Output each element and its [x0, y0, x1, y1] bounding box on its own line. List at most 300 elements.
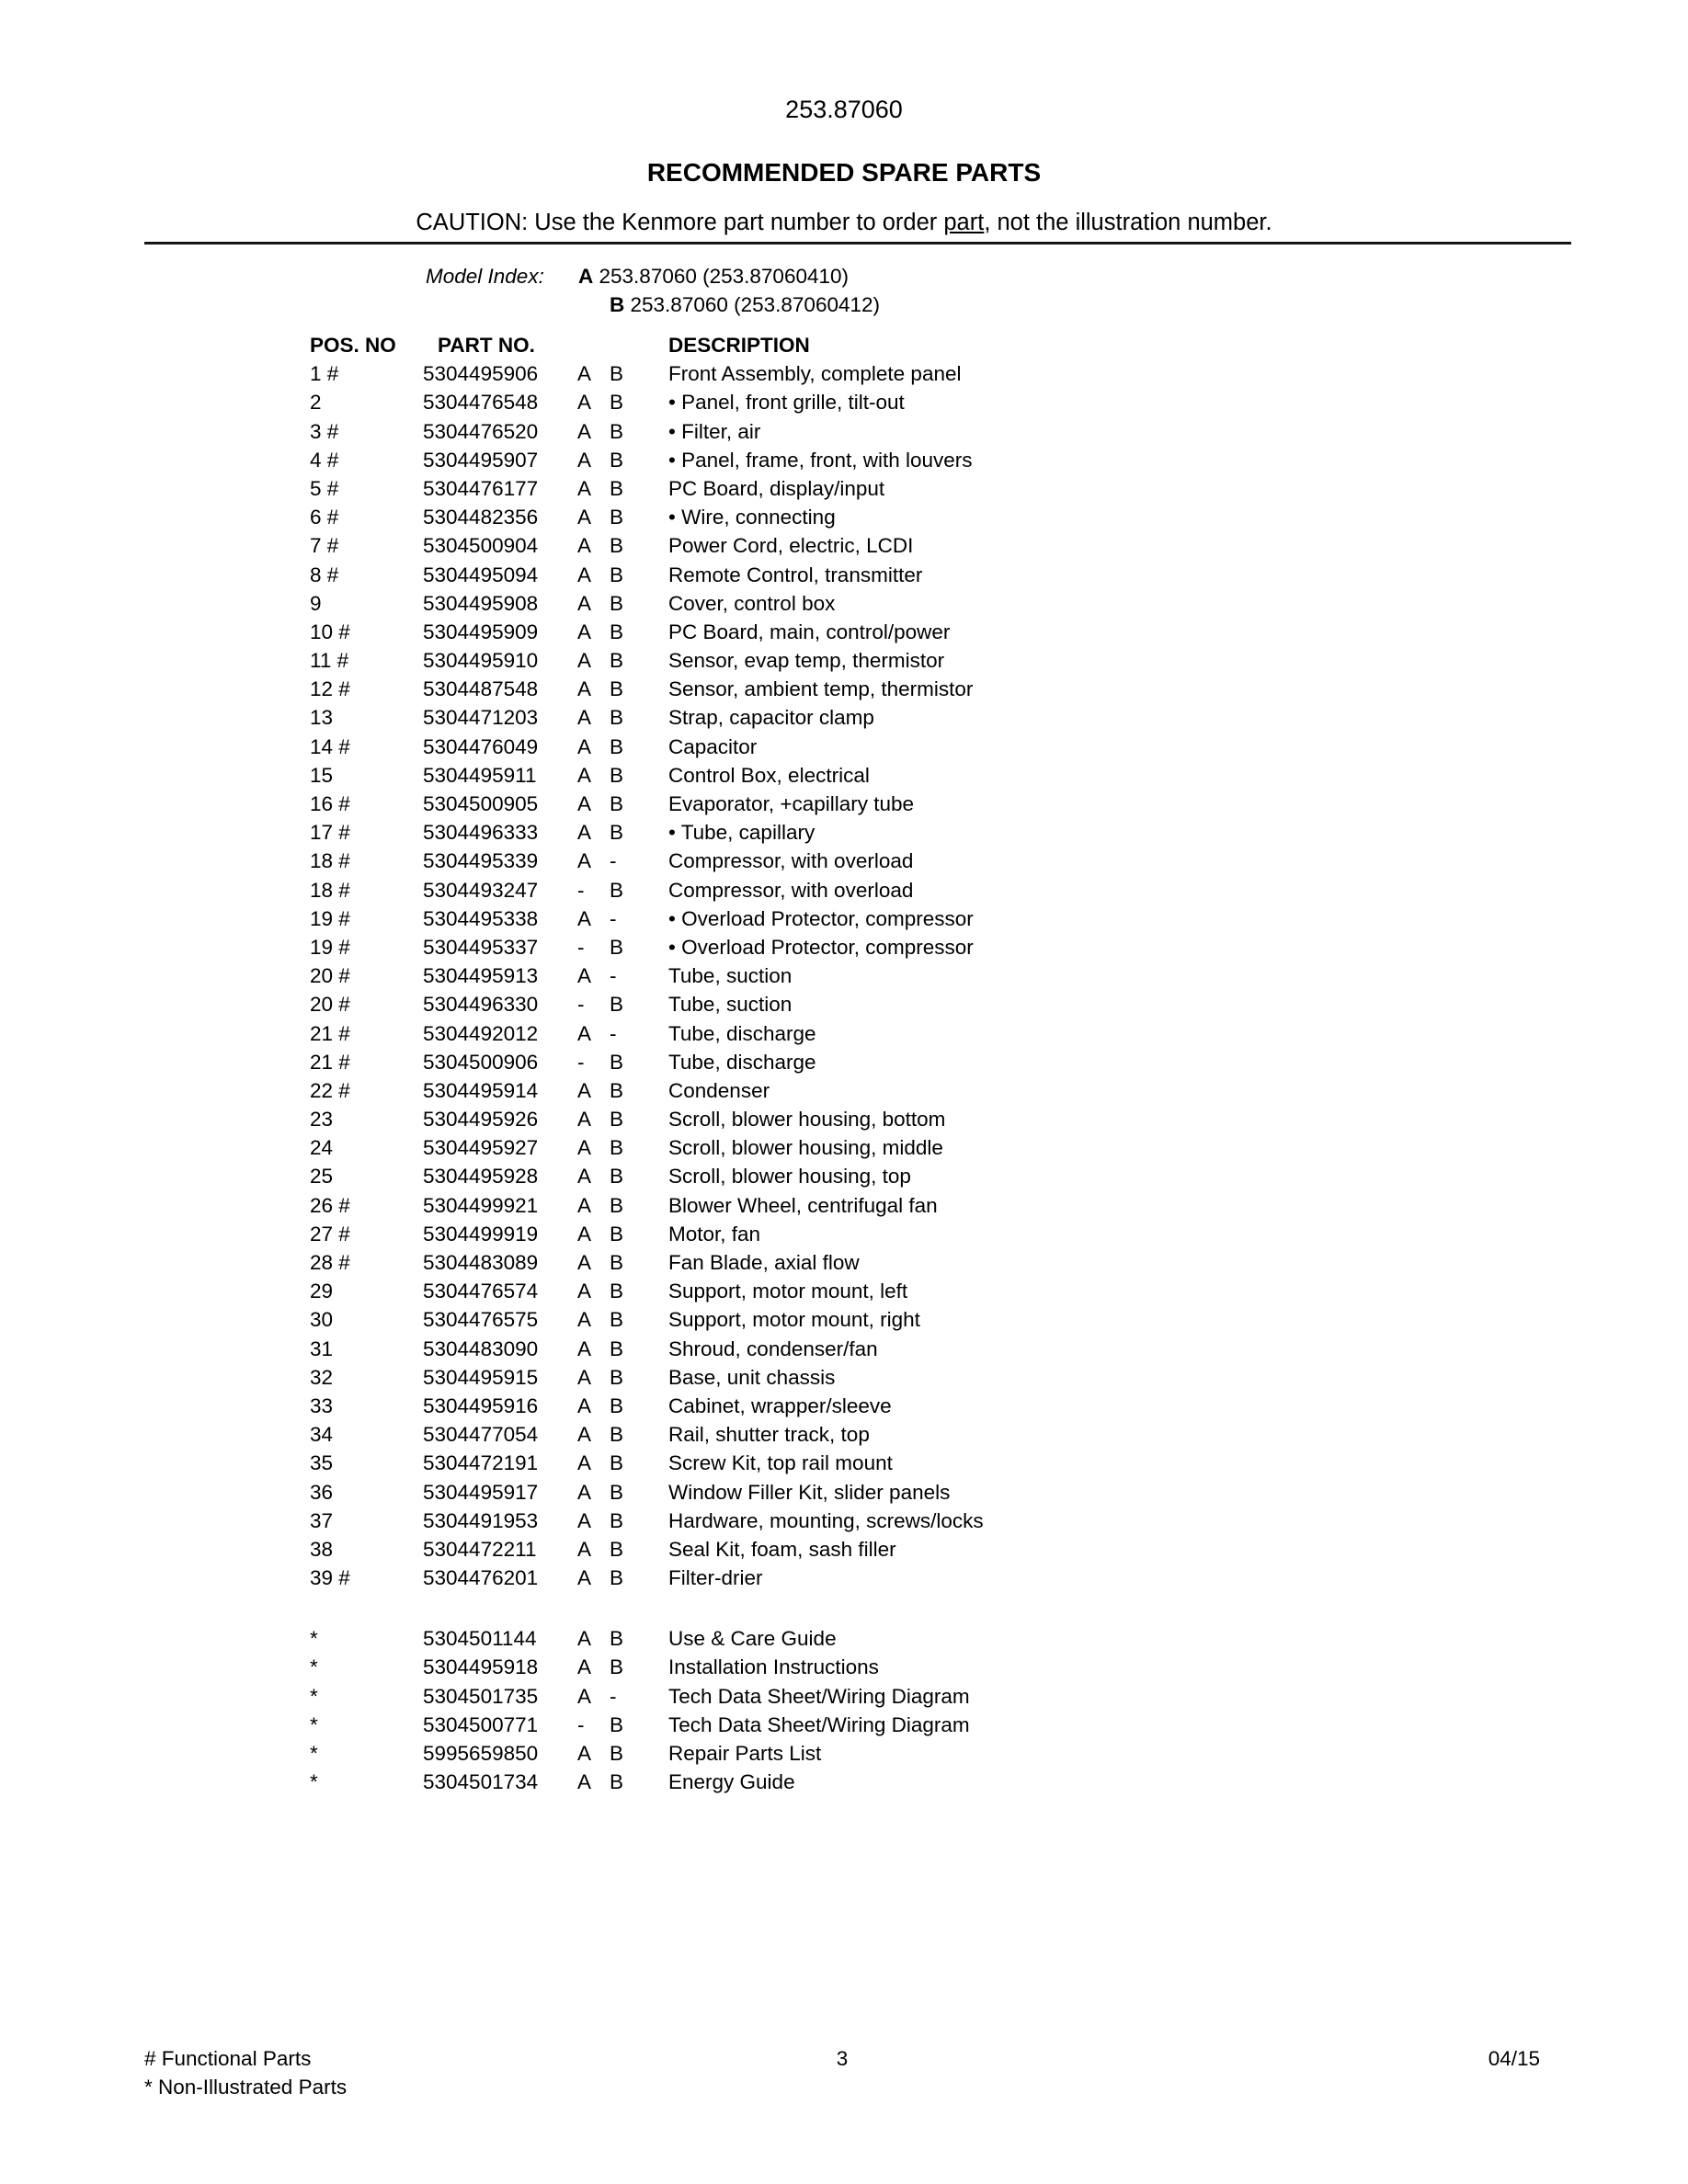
row-pos: 21 #	[310, 1050, 350, 1074]
row-pos: 31	[310, 1337, 334, 1360]
row-pos: 29	[310, 1280, 334, 1303]
row-part-number: 5304482356	[423, 506, 539, 529]
row-model-b: B	[610, 1108, 624, 1132]
row-model-b: B	[610, 419, 624, 443]
row-model-b: B	[610, 620, 624, 643]
row-model-b: B	[610, 563, 624, 586]
row-model-a: A	[577, 792, 592, 815]
model-index-model: 253.87060 (253.87060412)	[630, 293, 881, 317]
parts-table-rows	[310, 359, 1505, 1796]
row-pos: 18 #	[310, 878, 350, 902]
table-row	[310, 618, 1505, 646]
page-number: 3	[836, 2047, 849, 2070]
row-pos: 5 #	[310, 476, 339, 500]
row-description: Tech Data Sheet/Wiring Diagram	[668, 1712, 970, 1736]
table-row	[310, 961, 1505, 990]
model-index-entry	[610, 290, 880, 319]
row-part-number: 5304496330	[423, 993, 539, 1017]
row-model-a: -	[577, 1712, 585, 1736]
row-pos: 35	[310, 1451, 334, 1475]
row-part-number: 5304495908	[423, 591, 539, 615]
table-row	[310, 561, 1505, 589]
row-part-number: 5304495906	[423, 362, 539, 386]
row-model-a: A	[577, 1655, 592, 1679]
model-index-letter: B	[610, 293, 625, 317]
row-model-b: B	[610, 1393, 624, 1417]
row-description: Compressor, with overload	[668, 849, 914, 873]
table-row	[310, 1768, 1505, 1796]
footer-notes	[144, 2044, 347, 2101]
row-model-b: B	[610, 1050, 624, 1074]
row-pos: 27 #	[310, 1222, 350, 1246]
table-row	[310, 503, 1505, 531]
row-model-b: B	[610, 1136, 624, 1160]
row-description: Fan Blade, axial flow	[668, 1251, 860, 1274]
column-header-pos-no: POS. NO	[310, 334, 396, 357]
row-description: Tube, discharge	[668, 1021, 816, 1045]
row-description: • Panel, front grille, tilt-out	[668, 391, 905, 415]
row-description: Shroud, condenser/fan	[668, 1337, 878, 1360]
table-row	[310, 417, 1505, 446]
row-model-b: B	[610, 1365, 624, 1389]
row-model-b: -	[610, 964, 617, 988]
row-part-number: 5995659850	[423, 1742, 539, 1765]
row-model-a: A	[577, 906, 592, 930]
row-model-b: B	[610, 1742, 624, 1765]
row-pos: 32	[310, 1365, 334, 1389]
row-model-a: A	[577, 1684, 592, 1708]
row-model-a: -	[577, 878, 585, 902]
table-row	[310, 1624, 1505, 1653]
row-pos: 38	[310, 1537, 334, 1561]
row-model-b: B	[610, 677, 624, 701]
table-row	[310, 675, 1505, 703]
row-model-b: B	[610, 534, 624, 558]
row-model-b: B	[610, 1537, 624, 1561]
row-model-b: B	[610, 1165, 624, 1189]
row-part-number: 5304483090	[423, 1337, 539, 1360]
row-pos: 12 #	[310, 677, 350, 701]
row-model-b: B	[610, 1280, 624, 1303]
row-model-a: -	[577, 1050, 585, 1074]
table-row	[310, 1711, 1505, 1739]
caution-line	[0, 209, 1688, 237]
row-part-number: 5304476548	[423, 391, 539, 415]
row-part-number: 5304500905	[423, 792, 539, 815]
row-description: Use & Care Guide	[668, 1627, 837, 1651]
row-model-a: A	[577, 734, 592, 758]
row-model-b: B	[610, 706, 624, 730]
row-model-b: B	[610, 763, 624, 787]
revision-date: 04/15	[1488, 2047, 1540, 2070]
table-row	[310, 1507, 1505, 1535]
row-part-number: 5304495917	[423, 1480, 539, 1504]
table-row	[310, 359, 1505, 388]
model-index-entries	[578, 262, 880, 319]
row-description: Energy Guide	[668, 1770, 795, 1794]
caution-prefix: CAUTION: Use the Kenmore part number to order	[416, 210, 944, 235]
table-row	[310, 1105, 1505, 1133]
row-model-a: A	[577, 419, 592, 443]
row-description: Control Box, electrical	[668, 763, 870, 787]
row-pos: 7 #	[310, 534, 339, 558]
row-model-a: A	[577, 1193, 592, 1217]
table-row	[310, 933, 1505, 961]
row-model-a: A	[577, 1423, 592, 1447]
parts-table	[310, 331, 1505, 1796]
table-header-row	[310, 331, 1505, 359]
table-row	[310, 388, 1505, 416]
table-row	[310, 474, 1505, 503]
row-part-number: 5304501735	[423, 1684, 539, 1708]
row-part-number: 5304476201	[423, 1566, 539, 1590]
row-part-number: 5304495094	[423, 563, 539, 586]
row-description: Tube, suction	[668, 993, 793, 1017]
row-pos: 34	[310, 1423, 334, 1447]
row-pos: *	[310, 1627, 318, 1651]
row-model-b: B	[610, 1627, 624, 1651]
row-part-number: 5304476177	[423, 476, 539, 500]
row-description: Installation Instructions	[668, 1655, 879, 1679]
table-row	[310, 1653, 1505, 1681]
row-part-number: 5304495911	[423, 763, 537, 787]
row-description: Front Assembly, complete panel	[668, 362, 962, 386]
row-pos: 13	[310, 706, 334, 730]
row-model-a: A	[577, 391, 592, 415]
row-description: • Overload Protector, compressor	[668, 906, 974, 930]
row-model-a: A	[577, 649, 592, 673]
table-row	[310, 1248, 1505, 1277]
row-model-b: B	[610, 1566, 624, 1590]
row-pos: 17 #	[310, 821, 350, 845]
row-part-number: 5304495913	[423, 964, 539, 988]
table-row	[310, 818, 1505, 847]
model-index-label: Model Index:	[426, 265, 544, 288]
row-part-number: 5304495909	[423, 620, 539, 643]
row-description: Scroll, blower housing, bottom	[668, 1108, 946, 1132]
row-part-number: 5304476575	[423, 1308, 539, 1332]
row-part-number: 5304476574	[423, 1280, 539, 1303]
table-row	[310, 531, 1505, 560]
model-index-entry	[578, 262, 880, 290]
table-row	[310, 1392, 1505, 1420]
row-model-a: A	[577, 1480, 592, 1504]
table-row	[310, 446, 1505, 474]
table-row	[310, 646, 1505, 675]
row-pos: *	[310, 1655, 318, 1679]
row-model-a: A	[577, 1393, 592, 1417]
table-section-gap	[310, 1592, 1505, 1624]
row-description: Seal Kit, foam, sash filler	[668, 1537, 896, 1561]
row-pos: 26 #	[310, 1193, 350, 1217]
row-part-number: 5304472211	[423, 1537, 537, 1561]
row-model-a: A	[577, 1251, 592, 1274]
row-part-number: 5304487548	[423, 677, 539, 701]
row-description: Base, unit chassis	[668, 1365, 836, 1389]
row-pos: 36	[310, 1480, 334, 1504]
table-row	[310, 1019, 1505, 1048]
row-model-b: B	[610, 993, 624, 1017]
row-model-b: B	[610, 1423, 624, 1447]
row-model-b: -	[610, 906, 617, 930]
row-part-number: 5304495918	[423, 1655, 539, 1679]
row-model-b: B	[610, 935, 624, 959]
row-model-a: A	[577, 1108, 592, 1132]
row-description: Motor, fan	[668, 1222, 761, 1246]
row-description: Hardware, mounting, screws/locks	[668, 1508, 984, 1532]
row-description: Tech Data Sheet/Wiring Diagram	[668, 1684, 970, 1708]
table-row	[310, 733, 1505, 761]
row-part-number: 5304495928	[423, 1165, 539, 1189]
row-model-b: B	[610, 1770, 624, 1794]
column-header-part-no: PART NO.	[438, 334, 535, 357]
row-pos: 22 #	[310, 1078, 350, 1102]
row-description: Tube, discharge	[668, 1050, 816, 1074]
row-description: Cabinet, wrapper/sleeve	[668, 1393, 892, 1417]
row-model-b: B	[610, 649, 624, 673]
row-model-a: A	[577, 677, 592, 701]
table-row	[310, 1220, 1505, 1248]
row-part-number: 5304500906	[423, 1050, 539, 1074]
row-pos: 16 #	[310, 792, 350, 815]
row-description: • Tube, capillary	[668, 821, 815, 845]
row-pos: *	[310, 1770, 318, 1794]
row-model-a: A	[577, 1742, 592, 1765]
caution-suffix: , not the illustration number.	[984, 210, 1272, 235]
row-model-b: B	[610, 1712, 624, 1736]
row-part-number: 5304495914	[423, 1078, 539, 1102]
row-model-b: B	[610, 821, 624, 845]
row-pos: 4 #	[310, 448, 339, 472]
row-model-b: B	[610, 1193, 624, 1217]
row-part-number: 5304500771	[423, 1712, 539, 1736]
row-description: • Overload Protector, compressor	[668, 935, 974, 959]
row-model-b: -	[610, 1684, 617, 1708]
row-pos: 18 #	[310, 849, 350, 873]
row-description: Scroll, blower housing, middle	[668, 1136, 943, 1160]
row-description: Tube, suction	[668, 964, 793, 988]
row-part-number: 5304499919	[423, 1222, 539, 1246]
row-description: Condenser	[668, 1078, 770, 1102]
row-description: Rail, shutter track, top	[668, 1423, 870, 1447]
row-model-b: B	[610, 448, 624, 472]
row-part-number: 5304492012	[423, 1021, 539, 1045]
row-model-a: A	[577, 1280, 592, 1303]
row-part-number: 5304501144	[423, 1627, 537, 1651]
row-model-b: B	[610, 792, 624, 815]
row-pos: 30	[310, 1308, 334, 1332]
table-row	[310, 1048, 1505, 1076]
model-index-model: 253.87060 (253.87060410)	[599, 265, 850, 288]
row-pos: *	[310, 1684, 318, 1708]
row-part-number: 5304500904	[423, 534, 539, 558]
non-illustrated-parts-note: * Non-Illustrated Parts	[144, 2076, 348, 2099]
row-model-a: A	[577, 1770, 592, 1794]
row-pos: 19 #	[310, 935, 350, 959]
row-description: Support, motor mount, right	[668, 1308, 920, 1332]
column-header-model-a	[577, 331, 610, 359]
row-pos: 15	[310, 763, 334, 787]
row-description: Blower Wheel, centrifugal fan	[668, 1193, 938, 1217]
row-description: Evaporator, +capillary tube	[668, 792, 915, 815]
row-part-number: 5304495337	[423, 935, 539, 959]
row-model-b: -	[610, 849, 617, 873]
row-pos: 10 #	[310, 620, 350, 643]
row-model-b: B	[610, 362, 624, 386]
row-model-a: A	[577, 821, 592, 845]
row-part-number: 5304477054	[423, 1423, 539, 1447]
row-model-a: A	[577, 506, 592, 529]
row-part-number: 5304495907	[423, 448, 539, 472]
row-model-b: B	[610, 1251, 624, 1274]
row-description: Screw Kit, top rail mount	[668, 1451, 893, 1475]
row-pos: 23	[310, 1108, 334, 1132]
row-part-number: 5304499921	[423, 1193, 539, 1217]
row-description: Repair Parts List	[668, 1742, 822, 1765]
row-description: PC Board, display/input	[668, 476, 885, 500]
table-row	[310, 1335, 1505, 1363]
row-model-b: B	[610, 1337, 624, 1360]
row-part-number: 5304471203	[423, 706, 539, 730]
row-model-b: B	[610, 506, 624, 529]
row-model-b: B	[610, 1480, 624, 1504]
row-pos: 9	[310, 591, 322, 615]
table-row	[310, 1277, 1505, 1305]
row-description: Filter-drier	[668, 1566, 763, 1590]
row-part-number: 5304496333	[423, 821, 539, 845]
row-model-a: A	[577, 964, 592, 988]
row-model-b: B	[610, 734, 624, 758]
row-model-a: A	[577, 620, 592, 643]
row-description: Sensor, evap temp, thermistor	[668, 649, 945, 673]
row-pos: 6 #	[310, 506, 339, 529]
model-index-letter: A	[578, 265, 594, 288]
row-description: • Panel, frame, front, with louvers	[668, 448, 973, 472]
table-row	[310, 1076, 1505, 1105]
row-model-b: B	[610, 1308, 624, 1332]
row-part-number: 5304476049	[423, 734, 539, 758]
row-pos: 1 #	[310, 362, 339, 386]
row-part-number: 5304483089	[423, 1251, 539, 1274]
table-row	[310, 1564, 1505, 1592]
table-row	[310, 1739, 1505, 1768]
row-model-a: A	[577, 1537, 592, 1561]
row-pos: 20 #	[310, 993, 350, 1017]
row-description: Cover, control box	[668, 591, 836, 615]
column-header-description: DESCRIPTION	[668, 334, 810, 357]
table-row	[310, 904, 1505, 933]
row-description: Support, motor mount, left	[668, 1280, 908, 1303]
row-description: Power Cord, electric, LCDI	[668, 534, 914, 558]
row-model-a: A	[577, 1078, 592, 1102]
table-row	[310, 1305, 1505, 1334]
row-model-a: A	[577, 1165, 592, 1189]
row-part-number: 5304493247	[423, 878, 539, 902]
row-model-b: -	[610, 1021, 617, 1045]
row-pos: 14 #	[310, 734, 350, 758]
row-model-a: A	[577, 362, 592, 386]
row-description: Strap, capacitor clamp	[668, 706, 874, 730]
row-description: • Filter, air	[668, 419, 761, 443]
row-model-a: A	[577, 1222, 592, 1246]
table-row	[310, 1420, 1505, 1449]
row-description: • Wire, connecting	[668, 506, 836, 529]
row-description: Scroll, blower housing, top	[668, 1165, 911, 1189]
row-model-b: B	[610, 1078, 624, 1102]
row-model-b: B	[610, 1451, 624, 1475]
row-model-a: -	[577, 935, 585, 959]
column-header-model-b	[610, 331, 668, 359]
table-row	[310, 847, 1505, 875]
row-pos: 25	[310, 1165, 334, 1189]
row-description: Sensor, ambient temp, thermistor	[668, 677, 974, 701]
row-description: Compressor, with overload	[668, 878, 914, 902]
row-model-b: B	[610, 878, 624, 902]
row-pos: 3 #	[310, 419, 339, 443]
row-pos: 28 #	[310, 1251, 350, 1274]
row-model-a: A	[577, 591, 592, 615]
table-row	[310, 1449, 1505, 1477]
table-row	[310, 589, 1505, 618]
row-model-b: B	[610, 1655, 624, 1679]
row-model-a: A	[577, 563, 592, 586]
row-pos: 37	[310, 1508, 334, 1532]
row-model-b: B	[610, 591, 624, 615]
row-part-number: 5304472191	[423, 1451, 539, 1475]
row-pos: 21 #	[310, 1021, 350, 1045]
row-pos: 33	[310, 1393, 334, 1417]
row-part-number: 5304495910	[423, 649, 539, 673]
row-model-b: B	[610, 1222, 624, 1246]
table-row	[310, 1191, 1505, 1220]
table-row	[310, 1363, 1505, 1392]
row-model-a: A	[577, 1365, 592, 1389]
row-description: Window Filler Kit, slider panels	[668, 1480, 951, 1504]
row-part-number: 5304491953	[423, 1508, 539, 1532]
row-model-b: B	[610, 476, 624, 500]
row-model-a: A	[577, 1337, 592, 1360]
row-pos: 39 #	[310, 1566, 350, 1590]
row-pos: *	[310, 1712, 318, 1736]
row-model-a: A	[577, 763, 592, 787]
row-model-a: A	[577, 534, 592, 558]
horizontal-rule	[144, 242, 1571, 245]
caution-underlined-word: part	[943, 210, 985, 235]
row-model-a: A	[577, 1136, 592, 1160]
table-row	[310, 1535, 1505, 1564]
row-part-number: 5304495338	[423, 906, 539, 930]
row-part-number: 5304495927	[423, 1136, 539, 1160]
row-model-a: A	[577, 849, 592, 873]
row-pos: 19 #	[310, 906, 350, 930]
table-row	[310, 761, 1505, 790]
table-row	[310, 1478, 1505, 1507]
row-model-b: B	[610, 391, 624, 415]
row-part-number: 5304495339	[423, 849, 539, 873]
row-model-a: A	[577, 706, 592, 730]
row-model-a: -	[577, 993, 585, 1017]
row-pos: 11 #	[310, 649, 349, 673]
row-pos: 2	[310, 391, 322, 415]
row-model-a: A	[577, 1566, 592, 1590]
row-part-number: 5304476520	[423, 419, 539, 443]
row-part-number: 5304501734	[423, 1770, 539, 1794]
table-row	[310, 990, 1505, 1018]
table-row	[310, 1682, 1505, 1711]
row-model-a: A	[577, 1627, 592, 1651]
row-part-number: 5304495915	[423, 1365, 539, 1389]
table-row	[310, 1162, 1505, 1190]
